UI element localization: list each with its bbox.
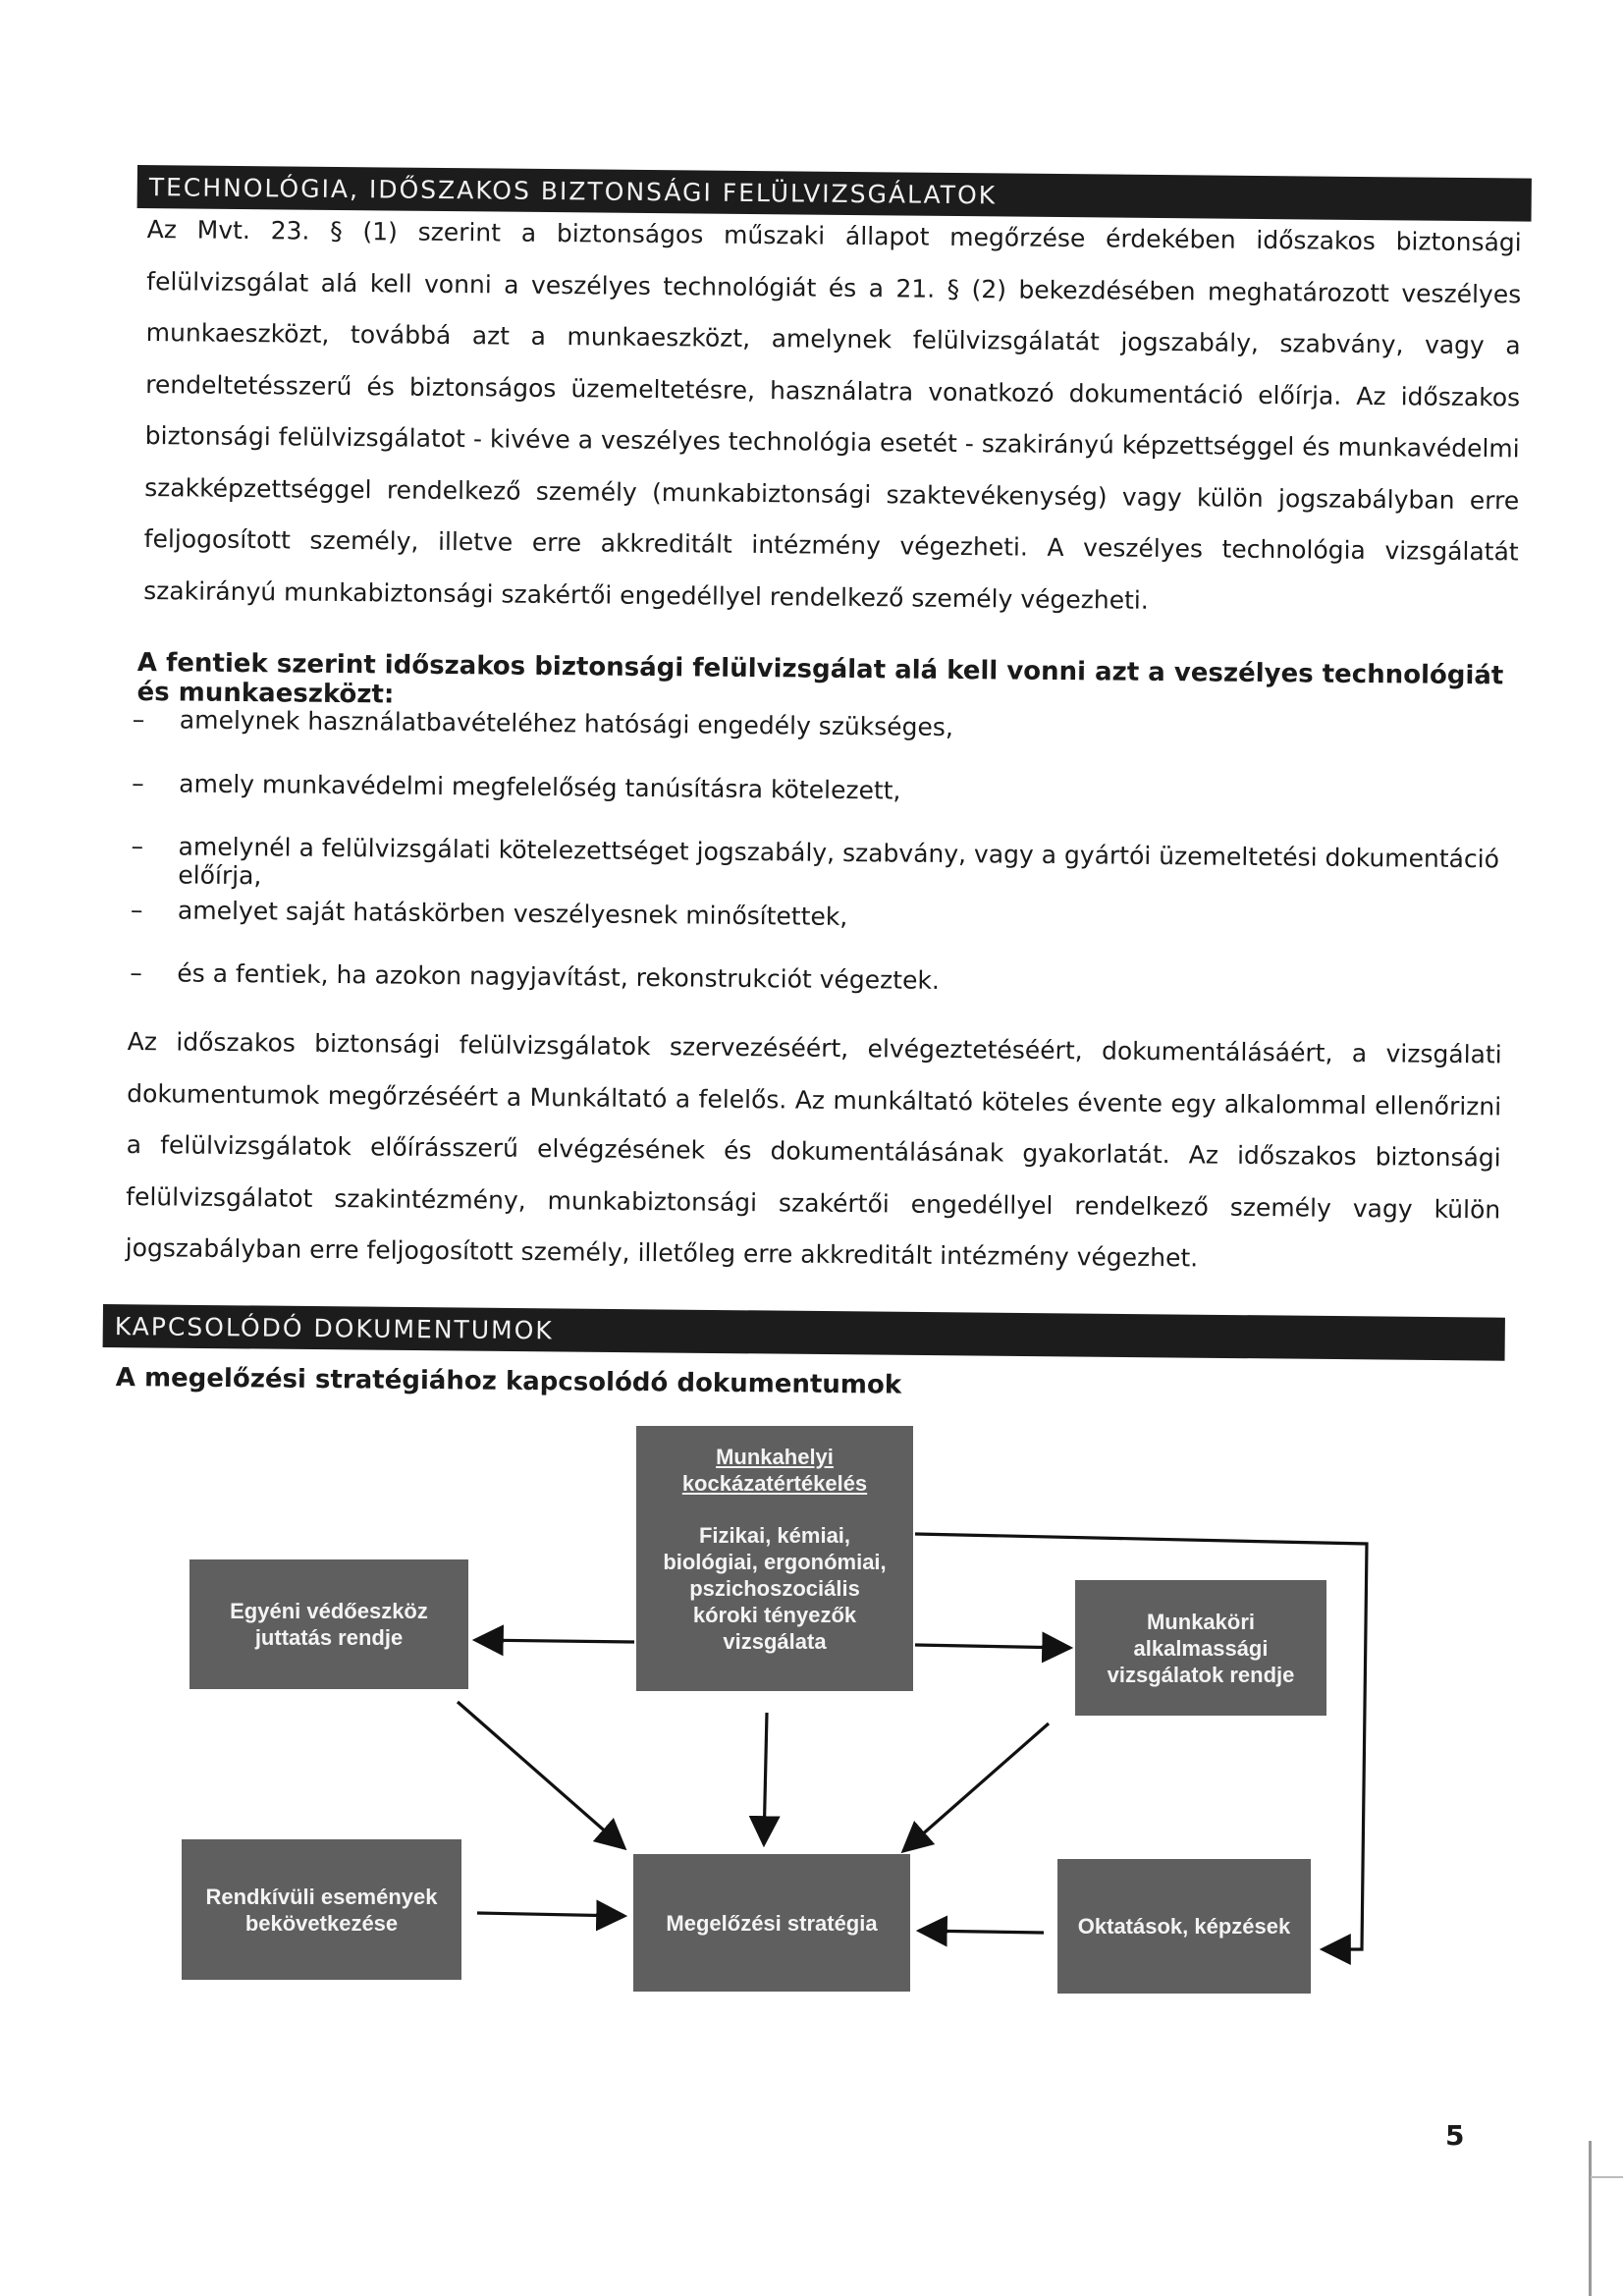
node-prevention-strategy: Megelőzési stratégia (633, 1854, 910, 1992)
node-training: Oktatások, képzések (1057, 1859, 1311, 1994)
dash-bullet-icon: – (132, 768, 144, 797)
arrow-ppe-to-strategy (458, 1702, 624, 1848)
diagram-subtitle: A megelőzési stratégiához kapcsolódó dokumentumok (115, 1363, 902, 1400)
arrow-risk-to-ppe (475, 1640, 634, 1642)
section-title: TECHNOLÓGIA, IDŐSZAKOS BIZTONSÁGI FELÜLVIZSGÁLATOK (148, 172, 998, 209)
section-title: KAPCSOLÓDÓ DOKUMENTUMOK (114, 1311, 554, 1344)
node-ppe-distribution: Egyéni védőeszköz juttatás rendje (189, 1559, 468, 1689)
node-emergencies: Rendkívüli események bekövetkezése (182, 1839, 461, 1980)
list-lead-text: A fentiek szerint időszakos biztonsági felülvizsgálat alá kell vonni azt a veszélyes technológiát és munkaeszközt: (136, 648, 1504, 710)
page-number: 5 (1445, 2119, 1465, 2152)
arrow-risk-to-strategy (764, 1713, 767, 1844)
node-risk-assessment: Munkahelyi kockázatértékelés Fizikai, kémiai, biológiai, ergonómiai, pszichoszociális kóroki tényezők vizsgálata (636, 1426, 913, 1691)
dash-bullet-icon: – (130, 957, 143, 988)
arrow-emergencies-to-strategy (477, 1913, 624, 1916)
arrow-risk-to-fitness (915, 1645, 1070, 1648)
responsibility-paragraph: Az időszakos biztonsági felülvizsgálatok szervezéséért, elvégeztetéséért, dokumentálásáért, a vizsgálati dokumentumok megőrzéséért a Munkáltató a felelős. Az munkáltató köteles évente egy alkalommal ellenőrizni a felülvizsgálatok előírásszerű elvégzésének és dokumentálásának gyakorlatát. Az időszakos biztonsági felülvizsgálatot szakintézmény, munkabiztonsági szakértői engedéllyel rendelkező személy vagy külön jogszabályban erre feljogosított személy, illetőleg erre akkreditált intézmény végezhet. (125, 1026, 1502, 1273)
node-fitness-examinations: Munkaköri alkalmassági vizsgálatok rendje (1075, 1580, 1326, 1716)
intro-paragraph: Az Mvt. 23. § (1) szerint a biztonságos műszaki állapot megőrzése érdekében időszakos biztonsági felülvizsgálat alá kell vonni a veszélyes technológiát és a 21. § (2) bekezdésében meghatározott veszélyes munkaeszközt, továbbá azt a munkaeszközt, amelynek felülvizsgálatát jogszabály, szabvány, vagy a rendeltetésszerű és biztonságos üzemeltetésre, használatra vonatkozó dokumentáció előírja. Az időszakos biztonsági felülvizsgálatot - kivéve a veszélyes technológia esetét - szakirányú képzettséggel és munkavédelmi szakképzettséggel rendelkező személy (munkabiztonsági szaktevékenység) vagy külön jogszabályban erre feljogosított személy, illetve erre akkreditált intézmény végezheti. A veszélyes technológia vizsgálatát szakirányú munkabiztonsági szakértői engedéllyel rendelkező személy végezheti. (143, 214, 1522, 615)
dash-bullet-icon: – (130, 895, 143, 924)
list-item: – amelynek használatbavételéhez hatósági engedély szükséges, (132, 705, 954, 742)
arrow-fitness-to-strategy (903, 1723, 1049, 1851)
list-item: – és a fentiek, ha azokon nagyjavítást, rekonstrukciót végeztek. (130, 957, 941, 995)
scan-edge-line (1589, 2141, 1592, 2296)
dash-bullet-icon: – (132, 705, 145, 735)
list-item: – amely munkavédelmi megfelelőség tanúsításra kötelezett, (132, 768, 901, 805)
arrow-training-to-strategy (919, 1931, 1044, 1933)
list-item: – amelynél a felülvizsgálati kötelezettséget jogszabály, szabvány, vagy a gyártói üzemeltetési dokumentáció előírja, (131, 831, 1500, 891)
scan-edge-line (1591, 2176, 1623, 2178)
list-item: – amelyet saját hatáskörben veszélyesnek minősítettek, (130, 895, 848, 931)
dash-bullet-icon: – (131, 831, 144, 861)
